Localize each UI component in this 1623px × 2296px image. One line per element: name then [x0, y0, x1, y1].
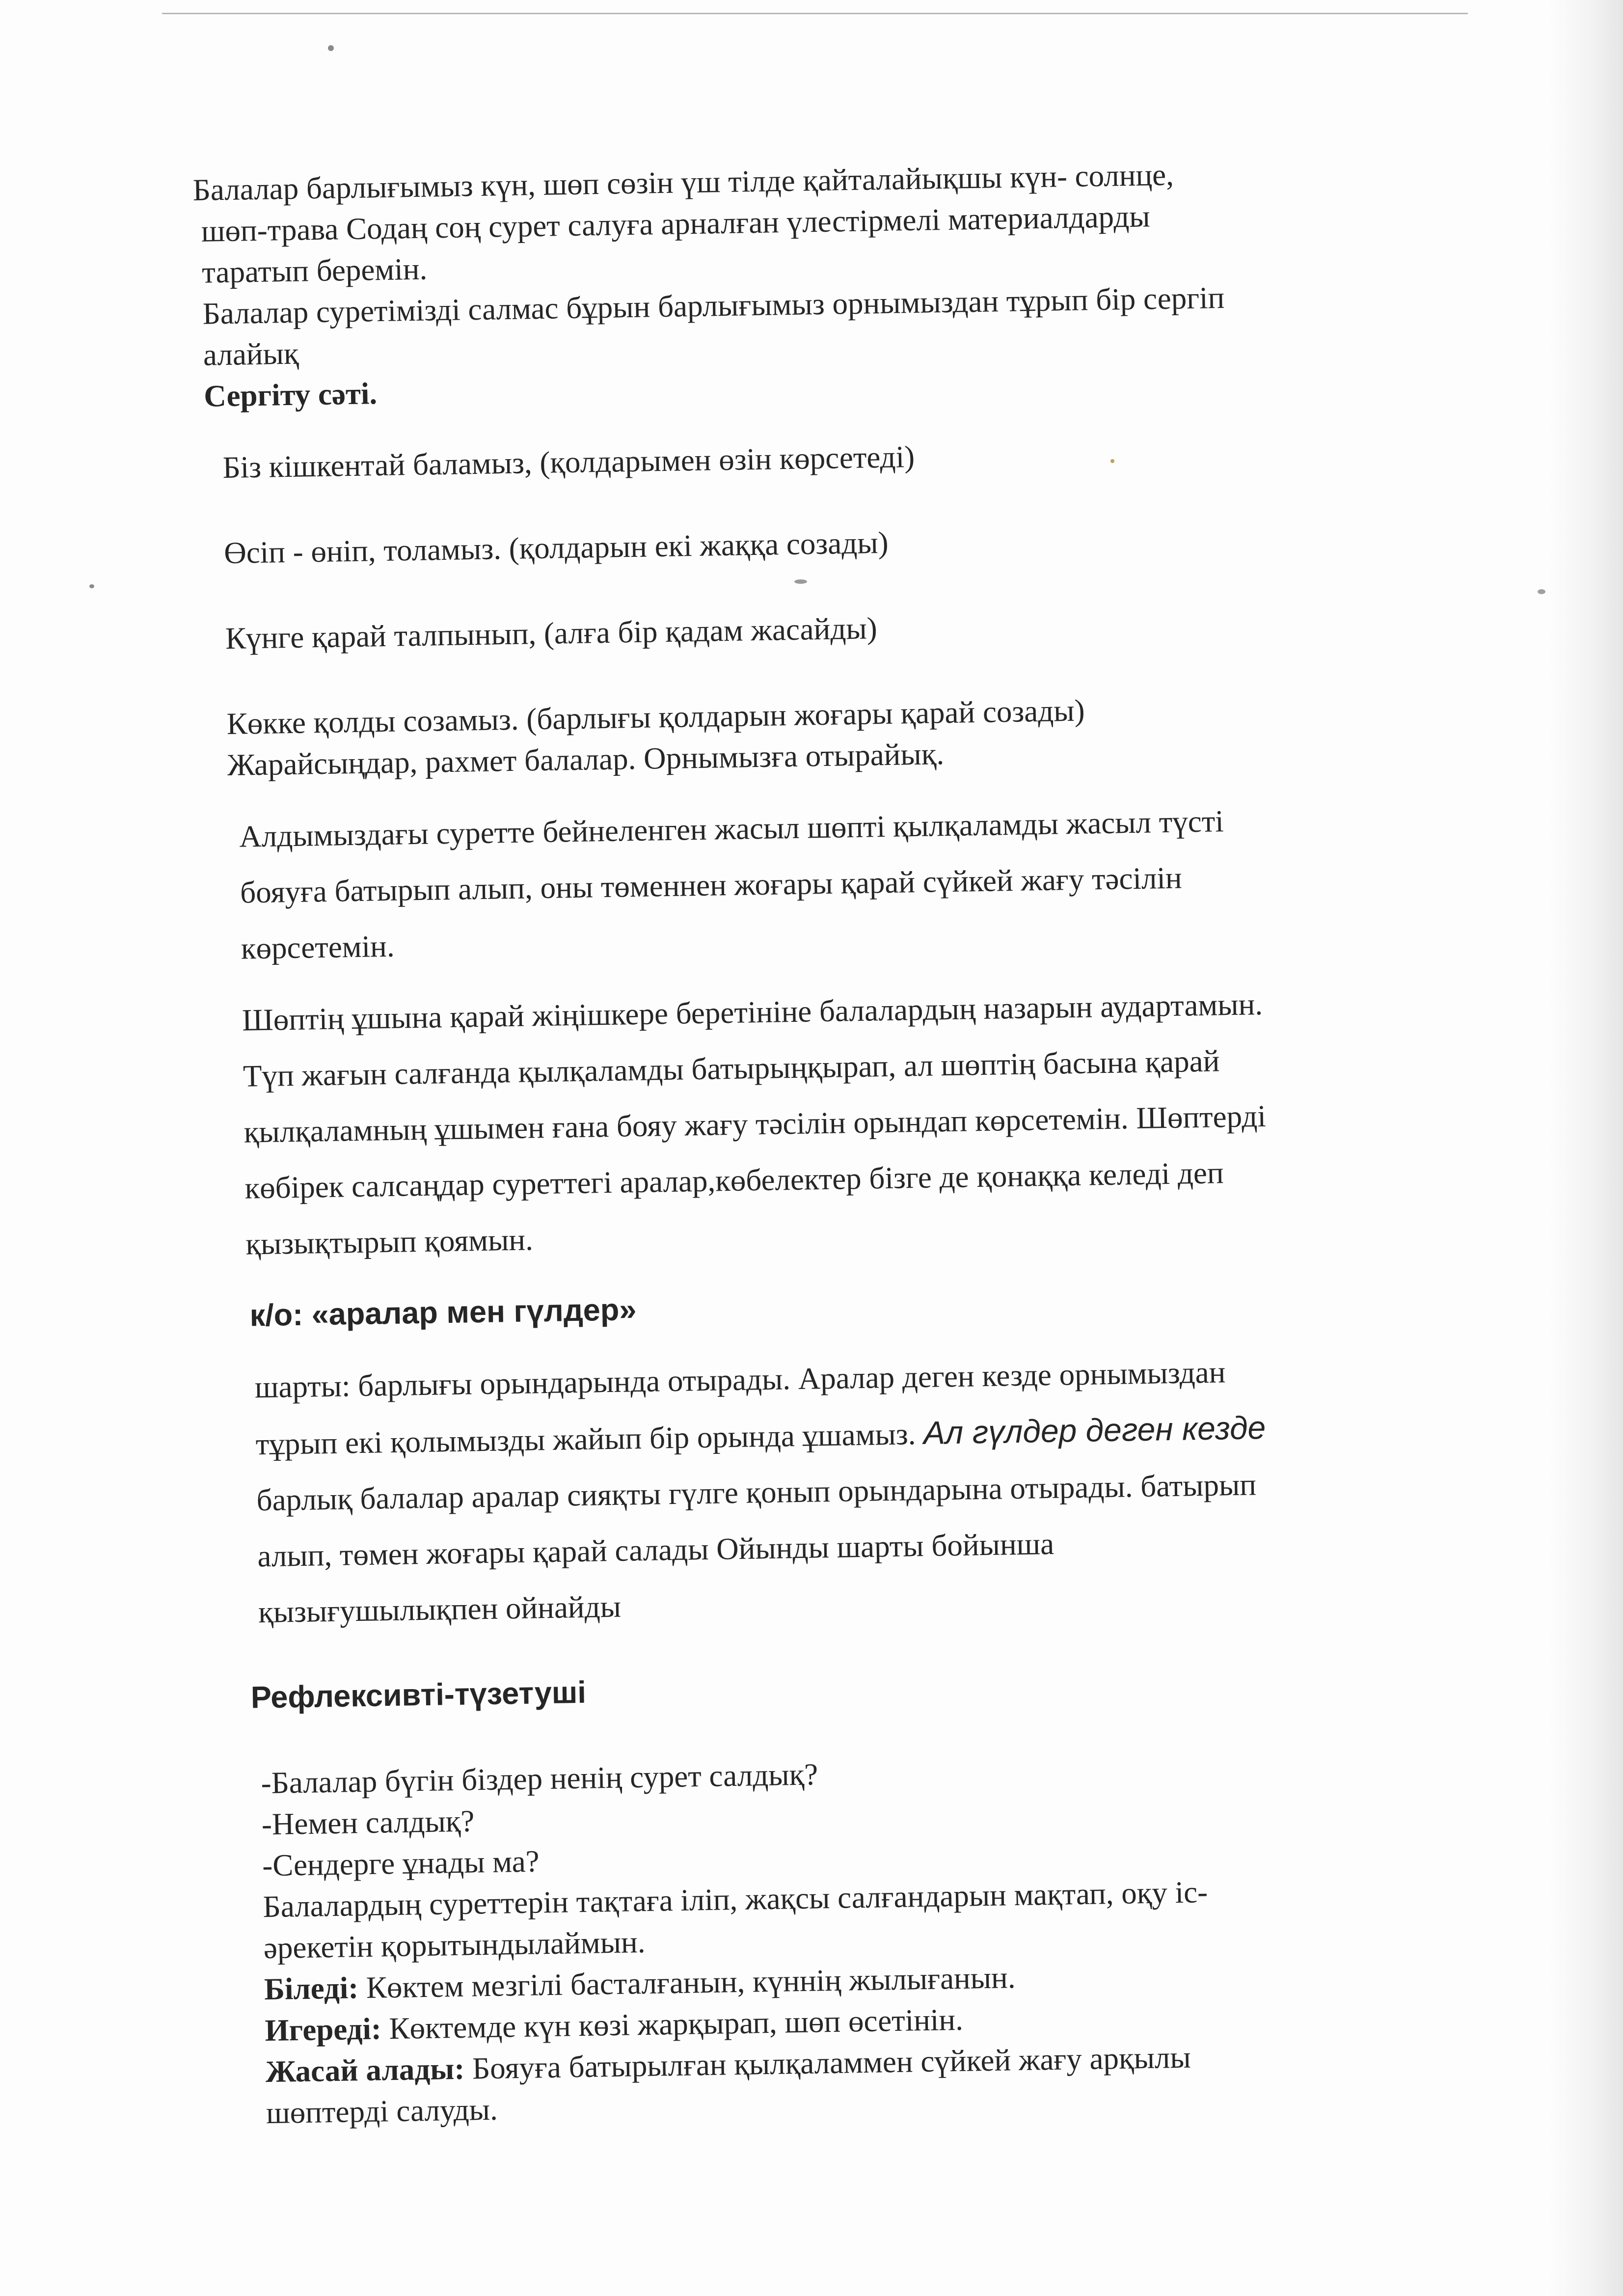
game-heading: к/о: «аралар мен гүлдер»	[249, 1292, 637, 1333]
demo-line: бояуға батырып алып, оны төменнен жоғары қарай сүйкей жағу тәсілін	[240, 860, 1183, 910]
outcome-can-continued: шөптерді салуды.	[266, 2092, 498, 2131]
warmup-line: Өсіп - өніп, толамыз. (қолдарын екі жаққа созады)	[223, 525, 889, 571]
warmup-line: Жарайсыңдар, рахмет балалар. Орнымызға отырайық.	[227, 737, 945, 783]
warmup-heading: Сергіту сәті.	[203, 376, 378, 413]
scan-speck	[89, 584, 94, 588]
scan-speck	[328, 45, 334, 51]
intro-line: таратып беремін.	[201, 251, 428, 290]
top-scan-line	[162, 13, 1468, 14]
technique-line: қылқаламның ұшымен ғана бояу жағу тәсілін орындап көрсетемін. Шөптерді	[243, 1098, 1267, 1149]
intro-line: Балалар суретімізді салмас бұрын барлығымыз орнымыздан тұрып бір сергіп	[202, 280, 1225, 331]
warmup-line: Біз кішкентай баламыз, (қолдарымен өзін көрсетеді)	[222, 439, 915, 485]
game-line: алып, төмен жоғары қарай салады Ойынды шарты бойынша	[257, 1526, 1055, 1574]
intro-line: шөп-трава Содаң соң сурет салуға арналған үлестірмелі материалдарды	[201, 199, 1151, 248]
outcome-text: Көктем мезгілі басталғанын, күннің жылығанын.	[358, 1960, 1016, 2005]
outcome-text: Көктемде күн көзі жарқырап, шөп өсетінін.	[381, 2002, 964, 2046]
technique-line: Шөптің ұшына қарай жіңішкере беретініне балалардың назарын аудартамын.	[242, 986, 1263, 1038]
outcome-text: Бояуға батырылған қылқаламмен сүйкей жағу арқылы	[464, 2040, 1191, 2086]
game-line: қызығушылықпен ойнайды	[258, 1589, 622, 1630]
technique-line: көбірек салсаңдар суреттегі аралар,көбелектер бізге де қонаққа келеді деп	[244, 1155, 1224, 1205]
outcome-label: Жасай алады:	[265, 2051, 465, 2089]
scan-shadow-edge	[1549, 0, 1623, 2296]
reflection-question: -Балалар бүгін біздер ненің сурет салдық?	[261, 1757, 818, 1801]
document-body	[192, 149, 1529, 2134]
game-line: барлық балалар аралар сияқты гүлге қонып орындарына отырады. батырып	[256, 1467, 1257, 1518]
reflection-heading: Рефлексивті-түзетуші	[250, 1675, 587, 1715]
game-line: шарты: барлығы орындарында отырады. Аралар деген кезде орнымыздан	[254, 1355, 1226, 1405]
intro-line: Балалар барлығымыз күн, шөп сөзін үш тілде қайталайықшы күн- солнце,	[192, 157, 1174, 207]
outcome-label: Игереді:	[265, 2011, 382, 2048]
game-line-text: тұрып екі қолымызды жайып бір орында ұшамыз.	[255, 1416, 924, 1462]
demo-line: көрсетемін.	[241, 929, 395, 966]
outcome-label: Біледі:	[264, 1970, 359, 2007]
warmup-line: Күнге қарай талпынып, (алға бір қадам жасайды)	[225, 611, 878, 656]
demo-line: Алдымыздағы суретте бейнеленген жасыл шөпті қылқаламды жасыл түсті	[239, 804, 1224, 854]
reflection-line: әрекетін қорытындылаймын.	[263, 1924, 646, 1966]
warmup-line: Көкке қолды созамыз. (барлығы қолдарын жоғары қарай созады)	[226, 693, 1085, 741]
reflection-question: -Сендерге ұнады ма?	[262, 1844, 540, 1883]
reflection-line: Балалардың суреттерін тақтаға іліп, жақсы салғандарын мақтап, оқу іс-	[263, 1874, 1208, 1924]
scan-speck	[1538, 589, 1545, 594]
technique-line: Түп жағын салғанда қылқаламды батырыңқырап, ал шөптің басына қарай	[243, 1043, 1220, 1093]
technique-line: қызықтырып қоямын.	[245, 1222, 534, 1261]
reflection-question: -Немен салдық?	[261, 1804, 475, 1842]
game-line-italic: Ал гүлдер деген кезде	[923, 1409, 1266, 1451]
intro-line: алайық	[203, 336, 299, 372]
